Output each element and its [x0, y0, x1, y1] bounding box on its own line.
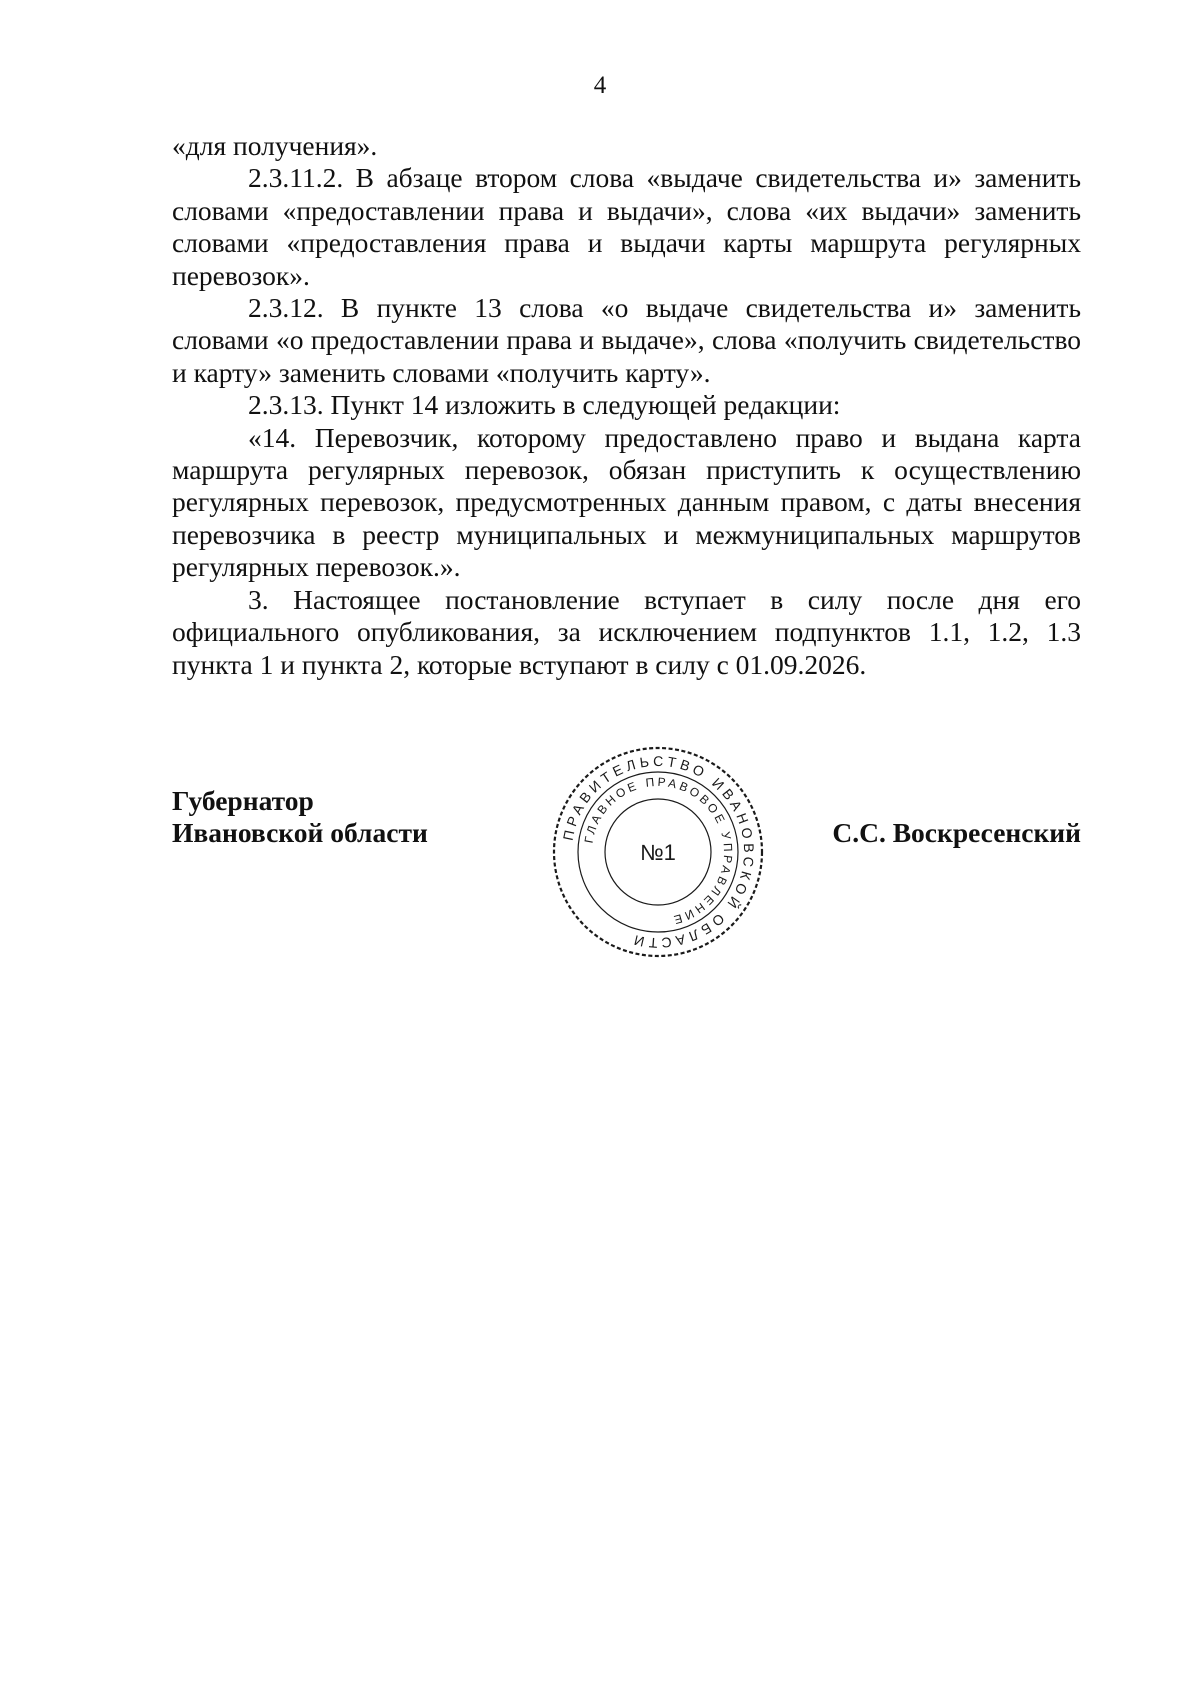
paragraph-2-3-11-2: 2.3.11.2. В абзаце втором слова «выдаче свидетельства и» заменить словами «предоставлении права и выдачи», слова «их выдачи» заменить словами «предоставления права и выдачи карты маршрута регулярных перевозок».	[172, 162, 1081, 291]
seal-stamp-icon	[550, 744, 766, 960]
signatory-position-line1: Губернатор	[172, 785, 314, 816]
paragraph-2-3-13: 2.3.13. Пункт 14 изложить в следующей редакции:	[248, 389, 841, 421]
paragraph-continuation: «для получения».	[172, 130, 378, 161]
signatory-position-line2: Ивановской области	[172, 817, 428, 849]
page-number: 4	[593, 72, 607, 99]
document-body	[172, 130, 1081, 681]
seal-outer-text: ПРАВИТЕЛЬСТВО ИВАНОВСКОЙ ОБЛАСТИ	[559, 752, 758, 952]
seal-inner-text: ГЛАВНОЕ ПРАВОВОЕ УПРАВЛЕНИЕ	[581, 774, 736, 928]
paragraph-point-14-text: «14. Перевозчик, которому предоставлено право и выдана карта маршрута регулярных перевозок, обязан приступить к осуществлению регулярных перевозок, предусмотренных данным правом, с даты внесения перевозчика в реестр муниципальных и межмуниципальных маршрутов регулярных перевозок.».	[172, 421, 1081, 583]
official-seal	[550, 744, 766, 960]
signatory-name: С.С. Воскресенский	[832, 817, 1081, 848]
paragraph-3: 3. Настоящее постановление вступает в силу после дня его официального опубликования, за исключением подпунктов 1.1, 1.2, 1.3 пункта 1 и пункта 2, которые вступают в силу с 01.09.2026.	[172, 583, 1081, 680]
seal-center-number: №1	[640, 840, 676, 865]
paragraph-2-3-12: 2.3.12. В пункте 13 слова «о выдаче свидетельства и» заменить словами «о предоставлении права и выдаче», слова «получить свидетельство и карту» заменить словами «получить карту».	[172, 292, 1081, 388]
signatory-position	[172, 785, 428, 850]
